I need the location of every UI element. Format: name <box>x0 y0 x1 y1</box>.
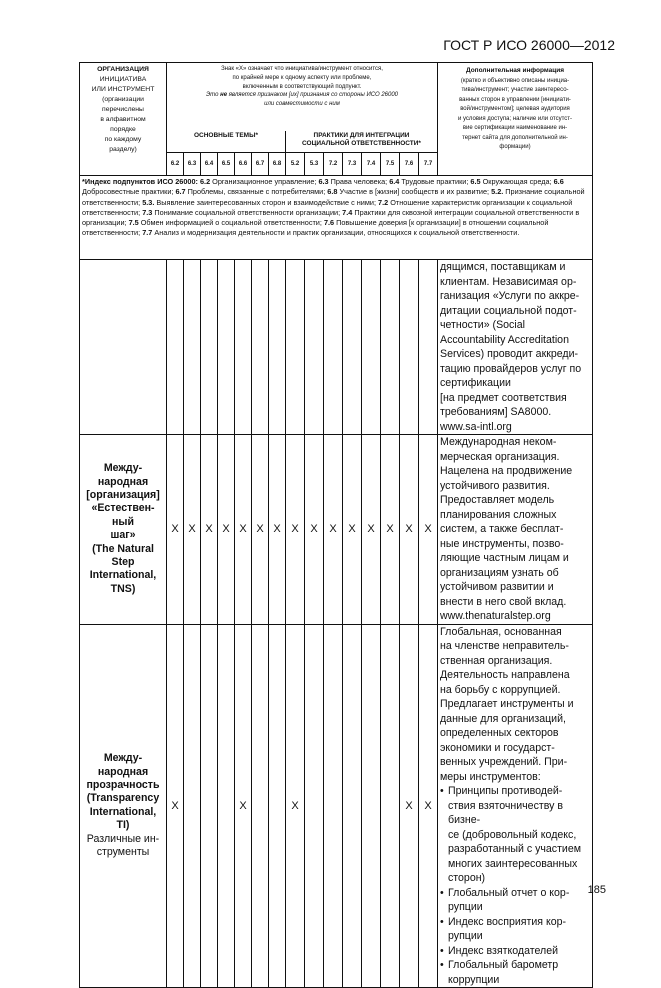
mark-cell: X <box>400 435 419 625</box>
header-integration-practices: ПРАКТИКИ ДЛЯ ИНТЕГРАЦИИ СОЦИАЛЬНОЙ ОТВЕТСТВЕННОСТИ* <box>286 131 438 153</box>
organization-cell <box>80 260 167 435</box>
table-row <box>80 624 593 988</box>
mark-cell: X <box>324 435 343 625</box>
code-header: 7.4 <box>362 153 381 176</box>
mark-cell: X <box>419 435 438 625</box>
organization-cell: Между- народная прозрачность (Transparency International, TI) Различные ин- струменты <box>80 624 167 988</box>
mark-cell <box>218 624 235 988</box>
code-header: 7.7 <box>419 153 438 176</box>
bullet-item: • Глобальный барометр коррупции <box>440 959 559 986</box>
header-x-note: Знак «X» означает что инициатива/инструмент относится, по крайней мере к одному аспекту или проблеме, включенным в соответствующий подпункт. Это не является признаком [их] признания со стороны ИСО 26000 или совместимости с ним <box>167 63 438 131</box>
bullet-item: • Индекс взяткодателей <box>440 944 559 957</box>
code-header: 5.3 <box>305 153 324 176</box>
mark-cell: X <box>381 435 400 625</box>
bullet-item: • Глобальный отчет о кор- рупции <box>440 886 570 913</box>
mark-cell: X <box>252 435 269 625</box>
subclause-index-note: *Индекс подпунктов ИСО 26000: 6.2 Организационное управление; 6.3 Права человека; 6.4 Трудовые практики; 6.5 Окружающая среда; 6.6 Добросовестные практики; 6.7 Проблемы, связанные с потребителями; 6.8 Участие в [жизни] сообществ и их развитие; 5.2. Признание социальной ответственности; 5.3. Выявление заинтересованных сторон и взаимодействие с ними; 7.2 Отношение характеристик организации к социальной ответственности; 7.3 Понимание социальной ответственности организации; 7.4 Практики для сквозной интеграции социальной ответственности в организации; 7.5 Обмен информацией о социальной ответственности; 7.6 Повышение доверия [к организации] в отношении социальной ответственности; 7.7 Анализ и модернизация деятельности и практик организации, относящихся к социальной ответственности. <box>80 176 593 260</box>
header-core-themes: ОСНОВНЫЕ ТЕМЫ* <box>167 131 286 153</box>
code-header: 6.3 <box>184 153 201 176</box>
bullet-icon: • <box>440 915 444 928</box>
bullet-item: • Индекс восприятия кор- рупции <box>440 915 567 942</box>
mark-cell: X <box>167 624 184 988</box>
mark-cell: X <box>343 435 362 625</box>
info-cell: Глобальная, основанная на членстве неправитель- ственная организация. Деятельность направлена на борьбу с коррупцией. Предлагает инструменты и данные для организаций, определенных секторов экономики и государст- венных учреждений. При- меры инструментов: • Принципы противодей- ствия взяточничеству в бизне- се (добровольный кодекс, разработанный с участием многих заинтересованных сторон) • Глобальный отчет о кор- рупции • Индекс восприятия кор- рупции • Индекс взяткодателей • Глобальный барометр коррупции <box>438 624 593 988</box>
mark-cell: X <box>184 435 201 625</box>
page-number: 185 <box>587 884 606 896</box>
code-header: 5.2 <box>286 153 305 176</box>
mark-cell: X <box>269 435 286 625</box>
header-organization: ОРГАНИЗАЦИЯ ИНИЦИАТИВА ИЛИ ИНСТРУМЕНТ (организации перечислены в алфавитном порядке по каждому разделу) <box>80 63 167 176</box>
mark-cell: X <box>400 624 419 988</box>
mark-cell: X <box>286 624 305 988</box>
bullet-icon: • <box>440 944 444 957</box>
code-header: 6.4 <box>201 153 218 176</box>
standard-header: ГОСТ Р ИСО 26000—2012 <box>443 37 615 53</box>
code-header: 6.7 <box>252 153 269 176</box>
table-row <box>80 260 593 435</box>
bullet-icon: • <box>440 886 444 899</box>
mark-cell: X <box>218 435 235 625</box>
code-header: 7.3 <box>343 153 362 176</box>
initiatives-table <box>79 62 593 988</box>
mark-cell: X <box>235 624 252 988</box>
mark-cell <box>201 624 218 988</box>
mark-cell: X <box>419 624 438 988</box>
mark-cell: X <box>167 435 184 625</box>
mark-cell <box>343 624 362 988</box>
mark-cell <box>324 624 343 988</box>
code-header: 6.2 <box>167 153 184 176</box>
code-header: 7.6 <box>400 153 419 176</box>
mark-cell: X <box>305 435 324 625</box>
bullet-item: • Принципы противодей- ствия взяточничеству в бизне- се (добровольный кодекс, разработанный с участием многих заинтересованных сторон) <box>440 785 582 884</box>
bullet-icon: • <box>440 785 444 797</box>
mark-cell: X <box>362 435 381 625</box>
organization-cell: Между- народная [организация] «Естествен- ный шаг» (The Natural Step International, TNS) <box>80 435 167 625</box>
mark-cell <box>252 624 269 988</box>
code-header: 7.5 <box>381 153 400 176</box>
mark-cell <box>184 624 201 988</box>
code-header: 6.5 <box>218 153 235 176</box>
code-header: 6.6 <box>235 153 252 176</box>
mark-cell <box>381 624 400 988</box>
mark-cell: X <box>235 435 252 625</box>
mark-cell <box>269 624 286 988</box>
mark-cell: X <box>201 435 218 625</box>
info-cell: Международная неком- мерческая организация. Нацелена на продвижение устойчивого развития. Предоставляет модель планирования сложных систем, а также бесплат- ные инструменты, позво- ляющие частным лицам и организациям узнать об устойчивом развитии и внести в него свой вклад. www.thenaturalstep.org <box>438 435 593 625</box>
code-header: 7.2 <box>324 153 343 176</box>
bullet-icon: • <box>440 959 444 971</box>
header-additional-info: Дополнительная информация (кратко и объективно описаны инициа- тива/инструмент; участие заинтересо- ванных сторон в управлении [инициати- вой/инструментом]; целевая аудитория и условия доступа; наличие или отсутст- вие сертификации наименование ин- тернет сайта для дополнительной ин- формации) <box>438 63 593 176</box>
mark-cell: X <box>286 435 305 625</box>
table-row <box>80 435 593 625</box>
info-cell: дящимся, поставщикам и клиентам. Независимая ор- ганизация «Услуги по аккре- дитации социальной подот- четности» (Social Accountability Accreditation Services) проводит аккреди- тацию провайдеров услуг по сертификации [на предмет соответствия требованиям] SA8000. www.sa-intl.org <box>438 260 593 435</box>
mark-cell <box>305 624 324 988</box>
mark-cell <box>362 624 381 988</box>
code-header: 6.8 <box>269 153 286 176</box>
